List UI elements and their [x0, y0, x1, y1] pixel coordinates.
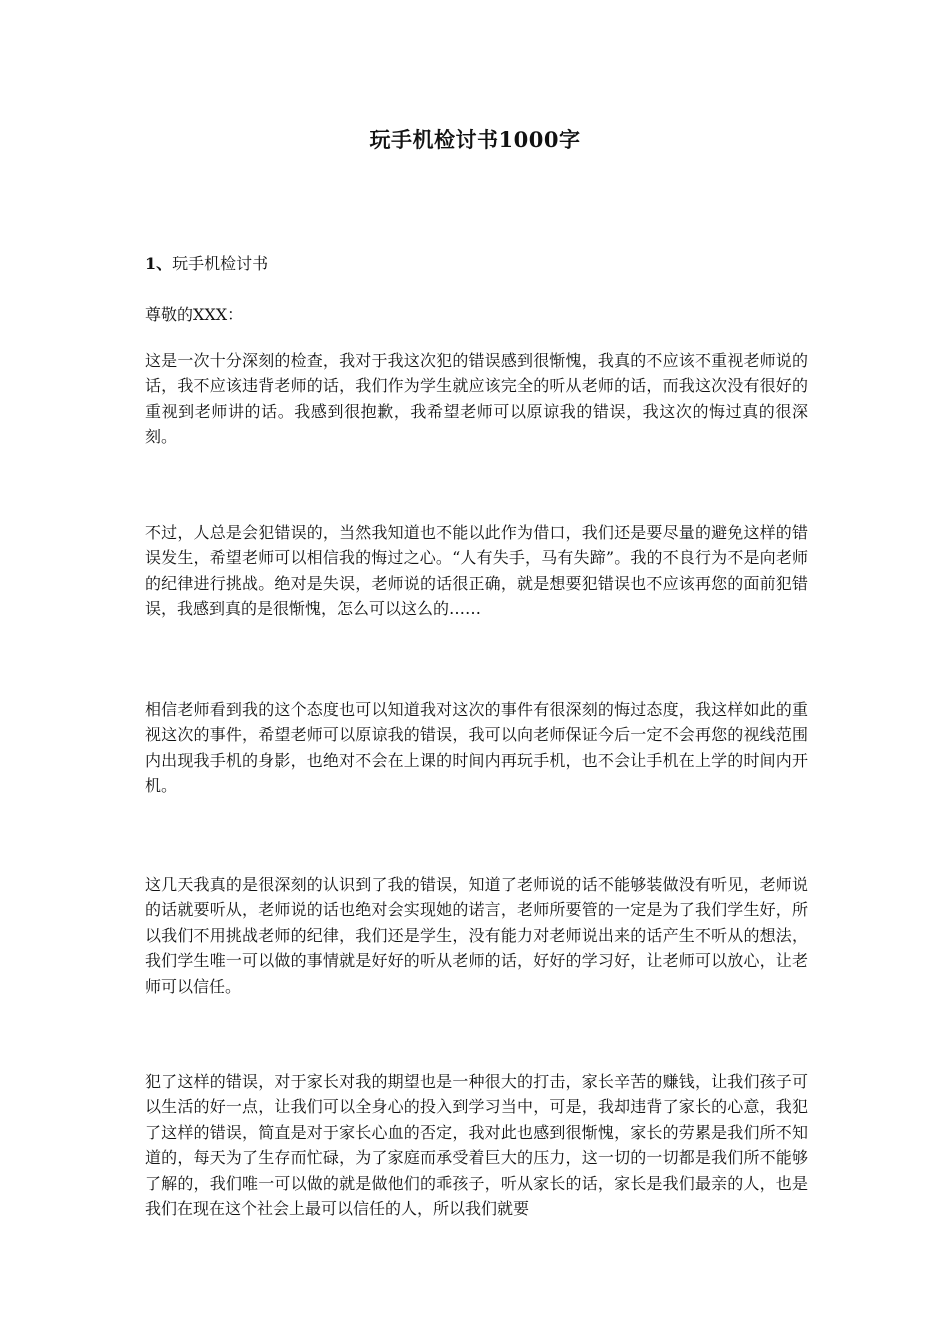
body-paragraph-4: 这几天我真的是很深刻的认识到了我的错误，知道了老师说的话不能够装做没有听见，老师说的话就要听从，老师说的话也绝对会实现她的诺言，老师所要管的一定是为了我们学生好，所以我们不用挑战老师的纪律，我们还是学生，没有能力对老师说出来的话产生不听从的想法，我们学生唯一可以做的事情就是好好的听从老师的话，好好的学习好，让老师可以放心，让老师可以信任。 — [145, 875, 808, 996]
body-paragraph-5: 犯了这样的错误，对于家长对我的期望也是一种很大的打击，家长辛苦的赚钱，让我们孩子可以生活的好一点，让我们可以全身心的投入到学习当中，可是，我却违背了家长的心意，我犯了这样的错误，简直是对于家长心血的否定，我对此也感到很惭愧，家长的劳累是我们所不知道的，每天为了生存而忙碌，为了家庭而承受着巨大的压力，这一切的一切都是我们所不能够了解的，我们唯一可以做的就是做他们的乖孩子，听从家长的话，家长是我们最亲的人，也是我们在现在这个社会上最可以信任的人，所以我们就要 — [145, 1072, 808, 1219]
document-title: 玩手机检讨书1000字 — [369, 127, 581, 152]
section-number: 1、 — [145, 254, 173, 273]
salutation: 尊敬的XXX： — [145, 305, 244, 324]
body-paragraph-3: 相信老师看到我的这个态度也可以知道我对这次的事件有很深刻的悔过态度，我这样如此的重视这次的事件，希望老师可以原谅我的错误，我可以向老师保证今后一定不会再您的视线范围内出现我手机的身影，也绝对不会在上课的时间内再玩手机，也不会让手机在上学的时间内开机。 — [145, 700, 808, 796]
body-paragraph-2: 不过，人总是会犯错误的，当然我知道也不能以此作为借口，我们还是要尽量的避免这样的错误发生，希望老师可以相信我的悔过之心。“人有失手，马有失蹄”。我的不良行为不是向老师的纪律进行挑战。绝对是失误，老师说的话很正确，就是想要犯错误也不应该再您的面前犯错误，我感到真的是很惭愧，怎么可以这么的…… — [145, 523, 808, 619]
section-heading — [145, 251, 268, 274]
body-paragraph-1: 这是一次十分深刻的检查，我对于我这次犯的错误感到很惭愧，我真的不应该不重视老师说的话，我不应该违背老师的话，我们作为学生就应该完全的听从老师的话，而我这次没有很好的重视到老师讲的话。我感到很抱歉，我希望老师可以原谅我的错误，我这次的悔过真的很深刻。 — [145, 351, 808, 447]
section-heading-text: 玩手机检讨书 — [172, 254, 269, 273]
